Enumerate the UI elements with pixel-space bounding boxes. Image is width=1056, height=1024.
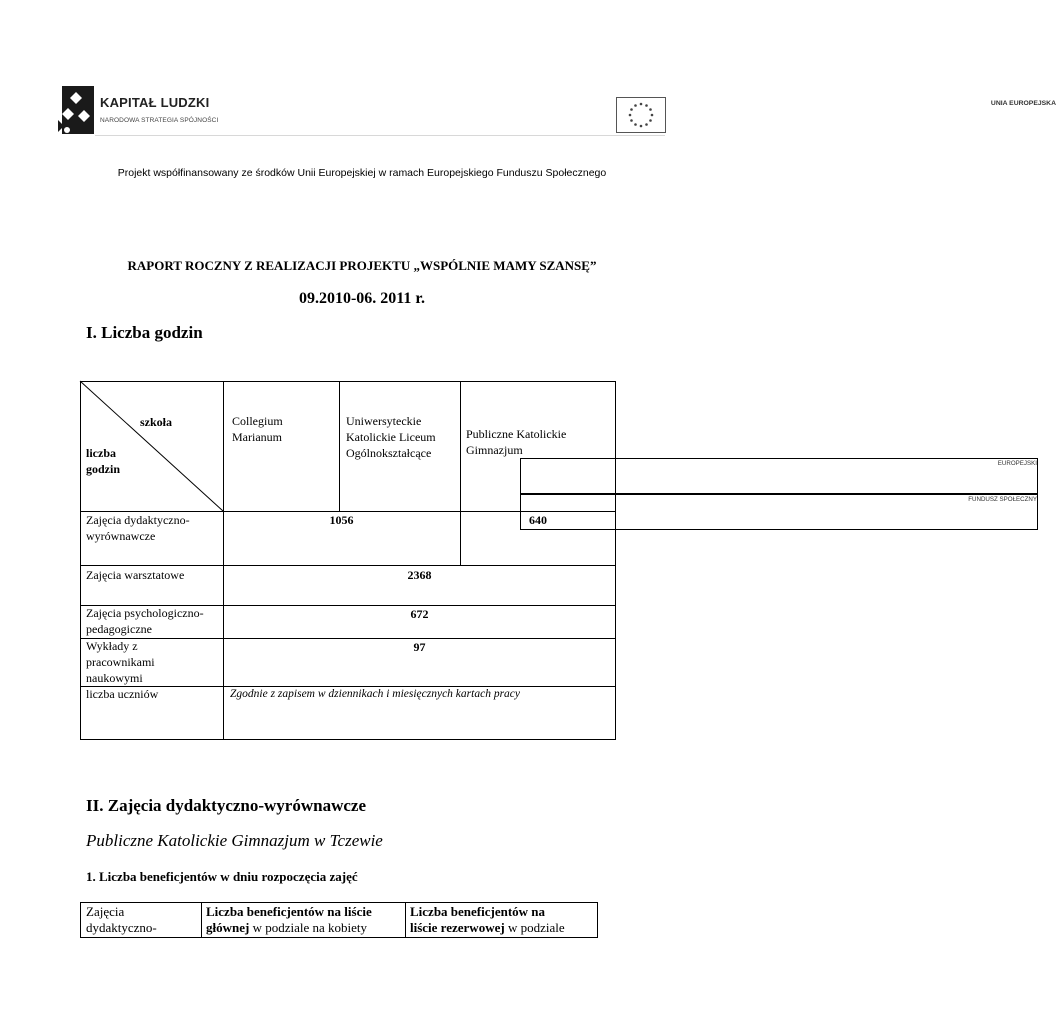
row-label-warsztatowe: Zajęcia warsztatowe [86,568,185,582]
ue-line-1: UNIA EUROPEJSKA [990,100,1056,107]
t2-col3-header: Liczba beneficjentów na liście rezerwowej w podziale [410,904,565,935]
corner-label-hours-1: liczba [86,446,116,460]
t2-col1-header: Zajęcia dydaktyczno- [86,904,157,935]
value-psychologiczne: 672 [410,607,429,621]
value-wyklady: 97 [413,640,426,654]
section-2-heading: II. Zajęcia dydaktyczno-wyrównawcze [86,796,366,815]
col-header-collegium: Collegium Marianum [232,414,283,444]
subsection-1-heading: 1. Liczba beneficjentów w dniu rozpoczęcia zajęć [86,869,358,884]
kapital-ludzki-logo [58,86,98,134]
eu-flag-icon [616,97,666,133]
row-label-dydaktyczne: Zajęcia dydaktyczno- wyrównawcze [86,513,190,543]
cofunding-note: Projekt współfinansowany ze środków Unii Europejskiej w ramach Europejskiego Funduszu Społecznego [117,167,607,179]
kapital-ludzki-title: KAPITAŁ LUDZKI [100,95,210,110]
beneficiaries-table [80,902,598,938]
col-header-gimnazjum: Publiczne Katolickie Gimnazjum [466,427,567,457]
section-1-heading: I. Liczba godzin [86,323,203,342]
ue-line-3: FUNDUSZ SPOŁECZNY [520,494,1038,530]
col-header-ukl: Uniwersyteckie Katolickie Liceum Ogólnokształcące [346,414,436,460]
value-warsztatowe: 2368 [407,568,432,582]
row-label-uczniowie: liczba uczniów [86,687,159,701]
kapital-ludzki-subtitle: NARODOWA STRATEGIA SPÓJNOŚCI [100,117,219,124]
report-title: RAPORT ROCZNY Z REALIZACJI PROJEKTU „WSPÓLNIE MAMY SZANSĘ” [127,258,597,273]
header-divider [95,135,665,136]
value-uczniowie-note: Zgodnie z zapisem w dziennikach i miesięcznych kartach pracy [230,688,520,700]
row-label-wyklady: Wykłady z pracownikami naukowymi [86,639,155,685]
ue-line-2: EUROPEJSKI [520,458,1038,494]
row-label-psychologiczne: Zajęcia psychologiczno- pedagogiczne [86,606,204,636]
report-date: 09.2010-06. 2011 r. [298,290,426,307]
value-dydaktyczne-a: 1056 [329,513,354,527]
t2-col2-header: Liczba beneficjentów na liście głównej w podziale na kobiety [206,904,372,935]
corner-label-school: szkoła [140,415,173,429]
corner-label-hours-2: godzin [86,462,121,476]
value-dydaktyczne-b: 640 [529,513,547,527]
school-name: Publiczne Katolickie Gimnazjum w Tczewie [86,831,383,850]
hours-table [80,381,616,740]
